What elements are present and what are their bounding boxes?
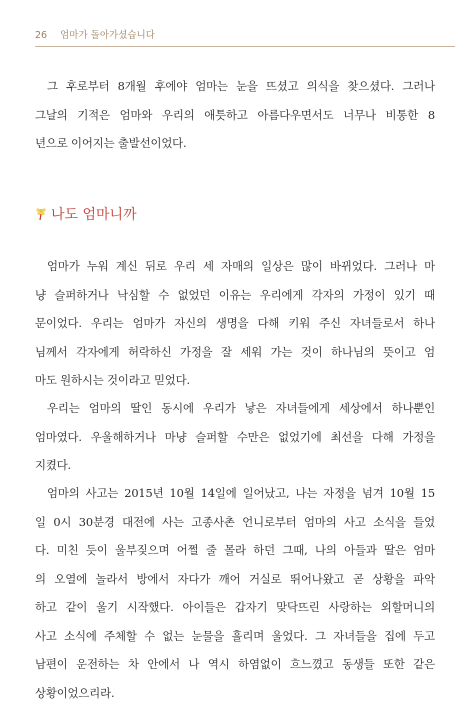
text-line: 년으로 이어지는 출발선이었다. bbox=[35, 136, 187, 150]
text-line: 그날의 기적은 엄마와 우리의 애틋하고 아름다우면서도 너무나 비통한 8 bbox=[35, 107, 435, 122]
text-line: 의 오열에 놀라서 방에서 자다가 깨어 거실로 뛰어나왔고 곧 상황을 파악 bbox=[35, 571, 435, 586]
text-line: 사고 소식에 주체할 수 없는 눈물을 흘리며 울었다. 그 자녀들을 집에 두고 bbox=[35, 628, 435, 643]
flower-icon bbox=[35, 207, 47, 221]
text-line: 우리는 엄마의 딸인 동시에 우리가 낳은 자녀들에게 세상에서 하나뿐인 bbox=[47, 401, 435, 415]
page-number: 26 bbox=[35, 30, 48, 41]
text-line: 님께서 각자에게 허락하신 가정을 잘 세워 가는 것이 하나님의 뜻이고 엄 bbox=[35, 344, 435, 359]
paragraph-4 bbox=[35, 479, 435, 707]
text-line: 다. 미친 듯이 울부짖으며 어쩔 줄 몰라 하던 그때, 나의 아들과 딸은 엄마 bbox=[35, 543, 435, 557]
paragraph-2 bbox=[35, 252, 435, 395]
text-line: 상황이었으리라. bbox=[35, 685, 115, 700]
text-line: 엄마의 사고는 2015년 10월 14일에 일어났고, 나는 자정을 넘겨 10월 15 bbox=[47, 486, 435, 500]
text-line: 마도 원하시는 것이라고 믿었다. bbox=[35, 373, 190, 387]
text-line: 엄마였다. 우울해하거나 마냥 슬퍼할 수만은 없었기에 최선을 다해 가정을 bbox=[35, 429, 435, 444]
text-line: 그 후로부터 8개월 후에야 엄마는 눈을 뜨셨고 의식을 찾으셨다. 그러나 bbox=[47, 79, 435, 93]
text-line: 하고 같이 울기 시작했다. 아이들은 갑자기 맞닥뜨린 사랑하는 외할머니의 bbox=[35, 600, 435, 614]
text-line: 지켰다. bbox=[35, 458, 72, 472]
paragraph-3 bbox=[35, 394, 435, 480]
text-line: 냥 슬퍼하거나 낙심할 수 없었던 이유는 우리에게 각자의 가정이 있기 때 bbox=[35, 287, 435, 302]
section-title-text: 나도 엄마니까 bbox=[51, 207, 137, 223]
paragraph-1 bbox=[35, 72, 435, 158]
text-line: 문이었다. 우리는 엄마가 자신의 생명을 다해 키워 주신 자녀들로서 하나 bbox=[35, 316, 435, 330]
text-line: 남편이 운전하는 차 안에서 나 역시 하염없이 흐느꼈고 동생들 또한 같은 bbox=[35, 657, 435, 671]
running-header bbox=[35, 27, 155, 41]
text-line: 엄마가 누워 계신 뒤로 우리 세 자매의 일상은 많이 바뀌었다. 그러나 마 bbox=[47, 259, 435, 273]
header-rule bbox=[35, 46, 455, 47]
text-line: 일 0시 30분경 대전에 사는 고종사촌 언니로부터 엄마의 사고 소식을 들었 bbox=[35, 514, 435, 529]
section-title bbox=[35, 204, 137, 224]
book-title: 엄마가 돌아가셨습니다 bbox=[60, 30, 155, 41]
